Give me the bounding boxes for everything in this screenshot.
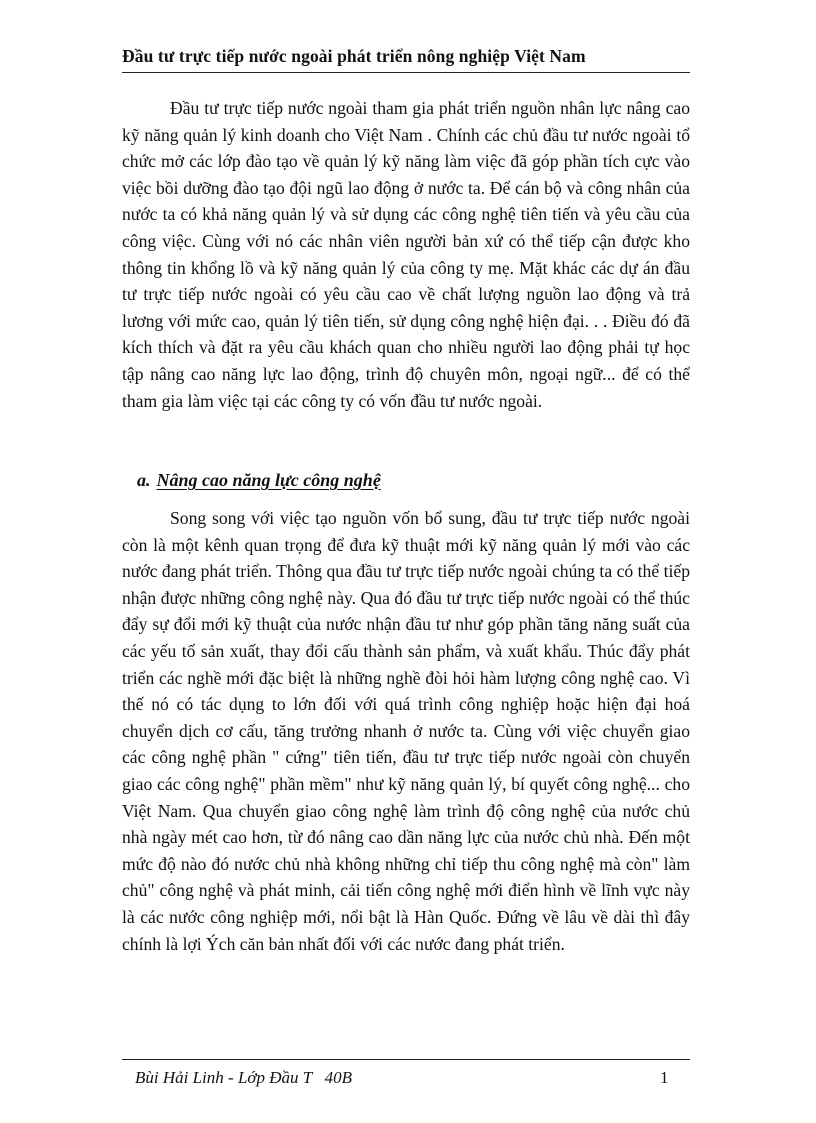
section-marker: a.: [137, 470, 151, 490]
footer-divider: [122, 1059, 690, 1060]
page-number: 1: [660, 1068, 669, 1087]
body-paragraph-2: Song song với việc tạo nguồn vốn bổ sung, đầu tư trực tiếp nước ngoài còn là một kênh quan trọng để đưa kỹ thuật mới kỹ năng quản lý mới vào các nước đang phát triển. Thông qua đầu tư trực tiếp nước ngoài chúng ta có thể tiếp nhận được những công nghệ này. Qua đó đầu tư trực tiếp nước ngoài có thể thúc đẩy sự đổi mới kỹ thuật của nước nhận đầu tư như góp phần tăng năng suất của các yếu tố sản xuất, thay đổi cấu thành sản phẩm, và xuất khẩu. Thúc đẩy phát triển các nghề mới đặc biệt là những nghề đòi hỏi hàm lượng công nghệ cao. Vì thế nó có tác dụng to lớn đối với quá trình công nghiệp hoặc hiện đại hoá chuyển dịch cơ cấu, tăng trưởng nhanh ở nước ta. Cùng với việc chuyển giao các công nghệ phần " cứng" tiên tiến, đầu tư trực tiếp nước ngoài còn chuyển giao các công nghệ" phần mềm" như kỹ năng quản lý, bí quyết công nghệ... cho Việt Nam. Qua chuyển giao công nghệ làm trình độ công nghệ của nước chủ nhà ngày mét cao hơn, từ đó nâng cao dần năng lực của nước chủ nhà. Đến một mức độ nào đó nước chủ nhà không những chỉ tiếp thu công nghệ mà còn" làm chủ" công nghệ và phát minh, cải tiến công nghệ mới điển hình về lĩnh vực này là các nước công nghiệp mới, nổi bật là Hàn Quốc. Đứng về lâu về dài thì đây chính là lợi Ých căn bản nhất đối với các nước đang phát triển.: [122, 508, 690, 954]
page-header-title: Đầu tư trực tiếp nước ngoài phát triển nông nghiệp Việt Nam: [122, 46, 586, 66]
header-divider: [122, 72, 690, 73]
section-heading: [137, 470, 381, 491]
body-paragraph-1: Đầu tư trực tiếp nước ngoài tham gia phát triển nguồn nhân lực nâng cao kỹ năng quản lý kinh doanh cho Việt Nam . Chính các chủ đầu tư nước ngoài tổ chức mở các lớp đào tạo về quản lý kỹ năng làm việc đã góp phần tích cực vào việc bồi dưỡng đào tạo đội ngũ lao động ở nước ta. Để cán bộ và công nhân của nước ta có khả năng quản lý và sử dụng các công nghệ tiên tiến và yêu cầu của công việc. Cùng với nó các nhân viên người bản xứ có thể tiếp cận được kho thông tin khổng lồ và kỹ năng quản lý của công ty mẹ. Mặt khác các dự án đầu tư trực tiếp nước ngoài có yêu cầu cao về chất lượng nguồn lao động và trả lương với mức cao, quản lý tiên tiến, sử dụng công nghệ hiện đại. . . Điều đó đã kích thích và đặt ra yêu cầu khách quan cho nhiều người lao động phải tự học tập nâng cao năng lực lao động, trình độ chuyên môn, ngoại ngữ... để có thể tham gia làm việc tại các công ty có vốn đầu tư nước ngoài.: [122, 98, 690, 411]
footer-author: Bùi Hải Linh - Lớp Đầu T 40B: [135, 1068, 353, 1087]
section-title: Nâng cao năng lực công nghệ: [156, 470, 381, 490]
